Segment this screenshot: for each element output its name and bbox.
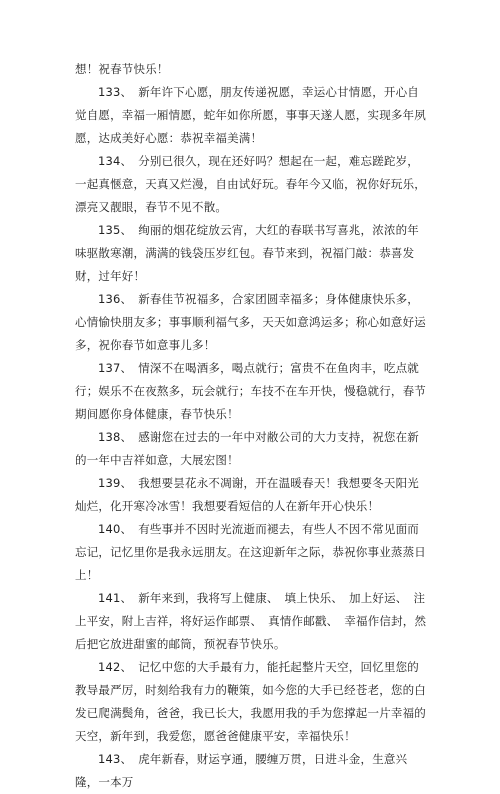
document-body [75, 58, 430, 794]
paragraph: 138、 感谢您在过去的一年中对敝公司的大力支持，祝您在新的一年中吉祥如意，大展宏图！ [75, 430, 419, 467]
paragraph: 136、 新春佳节祝福多，合家团圆幸福多；身体健康快乐多，心情愉快朋友多；事事顺利福气多，天天如意鸿运多；称心如意好运多，祝你春节如意事儿多！ [75, 292, 426, 352]
paragraph: 139、 我想要昙花永不凋谢，开在温暖春天！我想要冬天阳光灿烂，化开寒冷冰雪！我想要看短信的人在新年开心快乐！ [75, 476, 419, 513]
paragraph: 135、 绚丽的烟花绽放云宵，大红的春联书写喜兆，浓浓的年味驱散寒潮，满满的钱袋压岁红包。春节来到，祝福门敲：恭喜发财，过年好！ [75, 223, 419, 283]
paragraph: 141、 新年来到，我将写上健康、 填上快乐、 加上好运、 注上平安，附上吉祥，将好运作邮票、 真情作邮戳、 幸福作信封，然后把它放进甜蜜的邮筒，预祝春节快乐。 [75, 591, 427, 651]
paragraph: 134、 分别已很久，现在还好吗？想起在一起，难忘蹉跎岁，一起真惬意，天真又烂漫，自由试好玩。春年今又临，祝你好玩乐，漂亮又靓眼，春节不见不散。 [75, 154, 426, 214]
paragraph: 133、 新年许下心愿，朋友传递祝愿，幸运心甘情愿，开心自觉自愿，幸福一厢情愿，蛇年如你所愿，事事天遂人愿，实现多年夙愿，达成美好心愿：恭祝幸福美满！ [75, 85, 426, 145]
paragraph: 想！祝春节快乐！ [75, 62, 169, 76]
paragraph: 137、 情深不在喝酒多，喝点就行；富贵不在鱼肉丰，吃点就行；娱乐不在夜熬多，玩会就行；车技不在车开快，慢稳就行，春节期间愿你身体健康，春节快乐！ [75, 361, 426, 421]
paragraph: 143、 虎年新春，财运亨通，腰缠万贯，日进斗金，生意兴隆，一本万 [75, 752, 408, 789]
paragraph: 142、 记忆中您的大手最有力，能托起整片天空，回忆里您的教导最严厉，时刻给我有力的鞭策，如今您的大手已经苍老，您的白发已爬满鬓角，爸爸，我已长大，我愿用我的手为您撑起一片幸福的天空，新年到，我爱您，愿爸爸健康平安，幸福快乐！ [75, 660, 426, 743]
paragraph: 140、 有些事并不因时光流逝而褪去，有些人不因不常见面而忘记，记忆里你是我永远朋友。在这迎新年之际，恭祝你事业蒸蒸日上！ [75, 522, 426, 582]
